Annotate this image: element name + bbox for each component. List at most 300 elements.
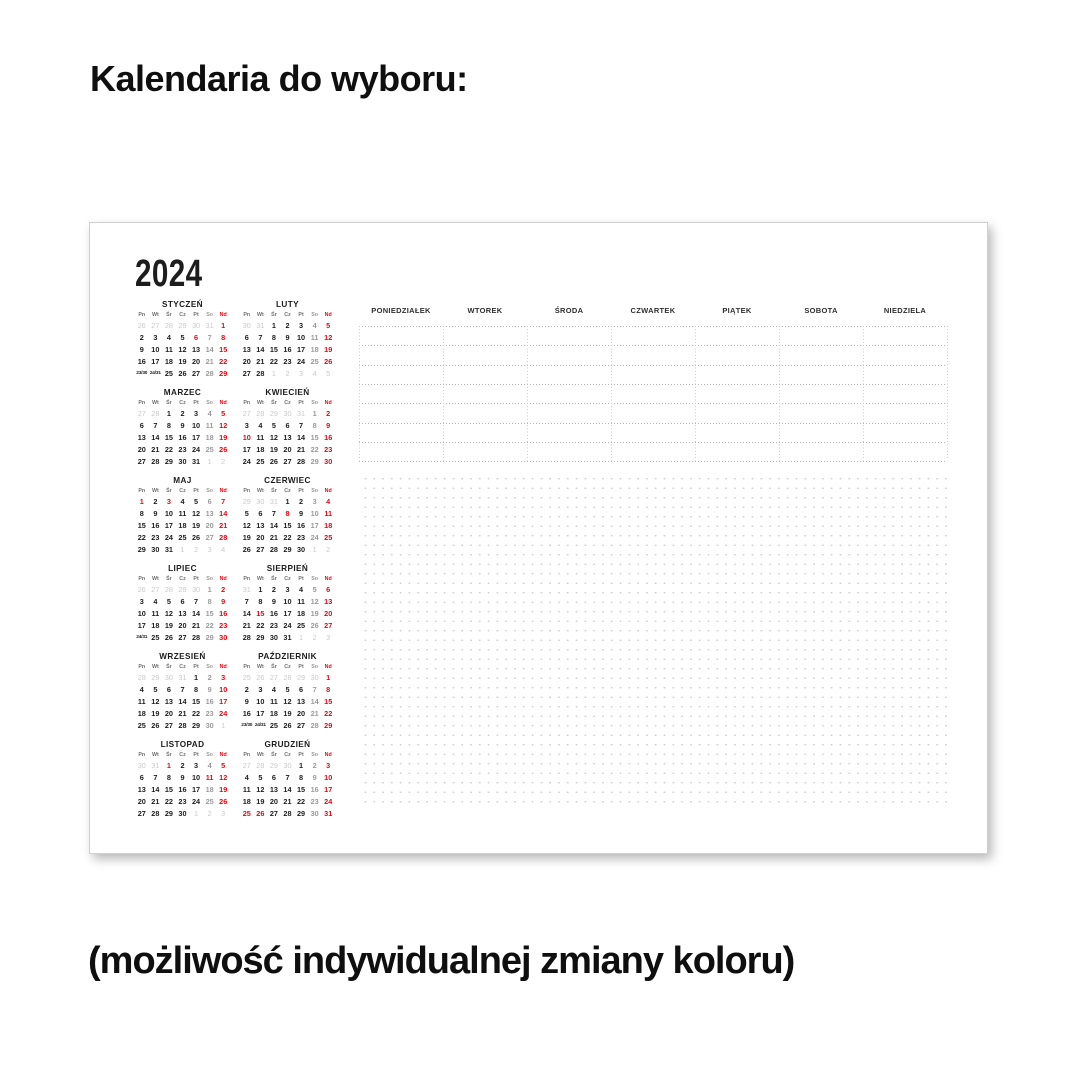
mini-day-abbr: So xyxy=(311,400,319,406)
day-cell: 27 xyxy=(151,585,160,594)
day-cell: 31 xyxy=(192,457,201,466)
day-cell: 30 xyxy=(219,633,228,642)
day-cell: 7 xyxy=(299,421,304,430)
mini-month-title: MAJ xyxy=(173,476,192,485)
grid-row-line xyxy=(359,384,947,385)
day-cell: 1 xyxy=(139,497,144,506)
mini-month xyxy=(135,651,230,732)
day-cell: 5 xyxy=(221,409,226,418)
day-cell: 1 xyxy=(312,545,317,554)
day-cell: 8 xyxy=(258,597,263,606)
day-cell: 5 xyxy=(194,497,199,506)
day-cell: 18 xyxy=(178,521,187,530)
mini-day-abbr: Nd xyxy=(324,752,332,758)
day-cell: 10 xyxy=(151,345,160,354)
day-cell: 27 xyxy=(242,369,251,378)
day-cell: 8 xyxy=(312,421,317,430)
mini-day-abbr: Śr xyxy=(271,312,277,318)
mini-day-abbr: Wt xyxy=(151,752,159,758)
day-cell: 8 xyxy=(326,685,331,694)
grid-row-line xyxy=(359,461,947,462)
weekday-header: NIEDZIELA xyxy=(883,306,927,315)
day-cell: 17 xyxy=(137,621,146,630)
day-cell: 14 xyxy=(297,433,306,442)
day-cell: 14 xyxy=(151,433,160,442)
weekday-header: ŚRODA xyxy=(554,306,584,315)
day-cell: 25 xyxy=(205,445,214,454)
grid-row-line xyxy=(359,365,947,366)
day-cell: 6 xyxy=(180,597,185,606)
day-cell: 5 xyxy=(312,585,317,594)
day-cell: 4 xyxy=(180,497,185,506)
day-cell: 20 xyxy=(178,621,187,630)
day-cell: 27 xyxy=(324,621,333,630)
day-cell: 5 xyxy=(166,597,171,606)
mini-day-abbr: Śr xyxy=(271,488,277,494)
day-cell: 10 xyxy=(283,597,292,606)
day-cell: 26 xyxy=(151,721,160,730)
day-cell: 8 xyxy=(139,509,144,518)
mini-day-abbr: Pn xyxy=(138,664,146,670)
day-cell: 20 xyxy=(137,445,146,454)
day-cell: 29 xyxy=(192,721,201,730)
day-cell: 28 xyxy=(256,369,265,378)
mini-day-abbr: So xyxy=(206,312,214,318)
day-cell: 4 xyxy=(312,321,317,330)
weekday-header: SOBOTA xyxy=(804,306,838,315)
mini-month-grid xyxy=(240,751,335,820)
day-cell: 8 xyxy=(271,333,276,342)
mini-day-abbr: Pn xyxy=(138,488,146,494)
day-cell: 28 xyxy=(256,409,265,418)
day-cell: 11 xyxy=(151,609,160,618)
mini-calendars xyxy=(135,299,335,820)
day-cell: 31 xyxy=(324,809,333,818)
grid-row-line xyxy=(359,326,947,327)
day-cell: 1 xyxy=(166,761,171,770)
grid-column-separator xyxy=(527,326,528,461)
year-label: 2024 xyxy=(135,253,203,295)
day-cell: 15 xyxy=(310,433,319,442)
day-cell: 19 xyxy=(219,785,228,794)
day-cell: 22 xyxy=(297,797,306,806)
day-cell: 16 xyxy=(310,785,319,794)
day-cell: 31 xyxy=(242,585,251,594)
day-cell: 7 xyxy=(153,773,158,782)
mini-day-abbr: So xyxy=(311,488,319,494)
day-cell: 2 xyxy=(207,673,212,682)
mini-day-abbr: Wt xyxy=(151,488,159,494)
day-cell: 15 xyxy=(164,785,173,794)
day-cell: 27 xyxy=(151,321,160,330)
grid-column-separator xyxy=(611,326,612,461)
day-cell: 1 xyxy=(221,721,226,730)
grid-column-separator xyxy=(695,326,696,461)
day-cell: 1 xyxy=(207,585,212,594)
mini-month xyxy=(240,739,335,820)
mini-month-title: STYCZEŃ xyxy=(161,300,203,309)
day-cell: 17 xyxy=(297,345,306,354)
day-cell: 19 xyxy=(242,533,251,542)
day-cell: 6 xyxy=(244,333,249,342)
day-cell: 6 xyxy=(194,333,199,342)
mini-day-abbr: Nd xyxy=(219,752,227,758)
mini-day-abbr: Śr xyxy=(166,312,172,318)
mini-month-title: CZERWIEC xyxy=(264,476,311,485)
day-cell: 24 xyxy=(164,533,173,542)
mini-day-abbr: Śr xyxy=(271,752,277,758)
day-cell: 31 xyxy=(205,321,214,330)
day-cell: 14 xyxy=(283,785,292,794)
day-cell: 22 xyxy=(192,709,201,718)
mini-month-title: PAŹDZIERNIK xyxy=(258,652,317,661)
day-cell: 19 xyxy=(269,445,278,454)
day-cell: 13 xyxy=(137,433,146,442)
day-cell: 22 xyxy=(164,445,173,454)
day-cell: 13 xyxy=(164,697,173,706)
day-cell: 3 xyxy=(194,409,199,418)
day-cell: 17 xyxy=(164,521,173,530)
day-cell: 3 xyxy=(153,333,158,342)
day-cell: 27 xyxy=(164,721,173,730)
day-cell: 5 xyxy=(153,685,158,694)
day-cell: 7 xyxy=(207,333,212,342)
day-cell: 17 xyxy=(151,357,160,366)
day-cell: 4 xyxy=(326,497,331,506)
day-cell: 30 xyxy=(242,321,251,330)
mini-month xyxy=(135,563,230,644)
day-cell: 25 xyxy=(310,357,319,366)
day-cell: 1 xyxy=(271,369,276,378)
day-cell: 27 xyxy=(137,457,146,466)
mini-month-title: LUTY xyxy=(276,300,299,309)
day-cell: 1 xyxy=(194,809,199,818)
day-cell: 25 xyxy=(151,633,160,642)
mini-day-abbr: Cz xyxy=(179,664,186,670)
mini-day-abbr: Śr xyxy=(166,576,172,582)
day-cell: 9 xyxy=(244,697,249,706)
day-cell: 6 xyxy=(139,773,144,782)
day-cell: 24/31 xyxy=(254,723,266,728)
grid-column-separator xyxy=(779,326,780,461)
day-cell: 10 xyxy=(256,697,265,706)
day-cell: 27 xyxy=(178,633,187,642)
day-cell: 30 xyxy=(310,809,319,818)
day-cell: 28 xyxy=(205,369,214,378)
mini-day-abbr: Cz xyxy=(179,576,186,582)
day-cell: 16 xyxy=(151,521,160,530)
day-cell: 16 xyxy=(137,357,146,366)
day-cell: 15 xyxy=(205,609,214,618)
day-cell: 23 xyxy=(310,797,319,806)
day-cell: 2 xyxy=(271,585,276,594)
day-cell: 11 xyxy=(165,345,173,354)
mini-month-title: KWIECIEŃ xyxy=(265,388,310,397)
day-cell: 10 xyxy=(192,773,201,782)
day-cell: 12 xyxy=(219,773,228,782)
day-cell: 20 xyxy=(324,609,333,618)
day-cell: 22 xyxy=(269,357,278,366)
day-cell: 5 xyxy=(221,761,226,770)
day-cell: 16 xyxy=(297,521,306,530)
day-cell: 12 xyxy=(192,509,201,518)
mini-month-grid xyxy=(240,663,335,732)
mini-day-abbr: Cz xyxy=(284,752,291,758)
day-cell: 28 xyxy=(283,673,292,682)
day-cell: 29 xyxy=(219,369,228,378)
day-cell: 20 xyxy=(137,797,146,806)
day-cell: 1 xyxy=(221,321,226,330)
day-cell: 22 xyxy=(324,709,333,718)
day-cell: 6 xyxy=(285,421,290,430)
day-cell: 26 xyxy=(178,369,187,378)
day-cell: 16 xyxy=(178,433,187,442)
day-cell: 31 xyxy=(256,321,265,330)
day-cell: 14 xyxy=(151,785,160,794)
day-cell: 3 xyxy=(221,809,226,818)
day-cell: 12 xyxy=(310,597,319,606)
day-cell: 5 xyxy=(285,685,290,694)
day-cell: 27 xyxy=(256,545,265,554)
day-cell: 12 xyxy=(269,433,278,442)
day-cell: 18 xyxy=(242,797,251,806)
day-cell: 26 xyxy=(164,633,173,642)
mini-day-abbr: Cz xyxy=(284,576,291,582)
day-cell: 17 xyxy=(219,697,228,706)
day-cell: 26 xyxy=(137,321,146,330)
day-cell: 3 xyxy=(139,597,144,606)
day-cell: 15 xyxy=(269,345,278,354)
day-cell: 14 xyxy=(192,609,201,618)
day-cell: 7 xyxy=(312,685,317,694)
day-cell: 13 xyxy=(205,509,214,518)
day-cell: 10 xyxy=(242,433,251,442)
day-cell: 17 xyxy=(242,445,251,454)
day-cell: 3 xyxy=(285,585,290,594)
day-cell: 28 xyxy=(269,545,278,554)
mini-day-abbr: Pn xyxy=(138,752,146,758)
day-cell: 5 xyxy=(258,773,263,782)
day-cell: 9 xyxy=(180,421,185,430)
mini-day-abbr: So xyxy=(206,400,214,406)
day-cell: 2 xyxy=(207,809,212,818)
day-cell: 11 xyxy=(270,697,278,706)
day-cell: 29 xyxy=(269,761,278,770)
day-cell: 17 xyxy=(283,609,292,618)
day-cell: 25 xyxy=(256,457,265,466)
day-cell: 26 xyxy=(324,357,333,366)
day-cell: 14 xyxy=(205,345,214,354)
day-cell: 29 xyxy=(164,809,173,818)
mini-month xyxy=(135,299,230,380)
mini-day-abbr: Nd xyxy=(324,488,332,494)
day-cell: 11 xyxy=(297,597,305,606)
day-cell: 1 xyxy=(207,457,212,466)
day-cell: 20 xyxy=(297,709,306,718)
day-cell: 23 xyxy=(324,445,333,454)
mini-day-abbr: Wt xyxy=(256,752,264,758)
day-cell: 3 xyxy=(194,761,199,770)
day-cell: 27 xyxy=(269,809,278,818)
mini-day-abbr: So xyxy=(206,576,214,582)
mini-day-abbr: Śr xyxy=(271,664,277,670)
mini-day-abbr: So xyxy=(311,576,319,582)
day-cell: 23 xyxy=(297,533,306,542)
day-cell: 29 xyxy=(310,457,319,466)
day-cell: 8 xyxy=(166,773,171,782)
day-cell: 17 xyxy=(324,785,333,794)
day-cell: 2 xyxy=(244,685,249,694)
day-cell: 7 xyxy=(258,333,263,342)
day-cell: 29 xyxy=(324,721,333,730)
day-cell: 24 xyxy=(283,621,292,630)
day-cell: 14 xyxy=(178,697,187,706)
day-cell: 2 xyxy=(221,457,226,466)
day-cell: 3 xyxy=(258,685,263,694)
day-cell: 11 xyxy=(242,785,251,794)
mini-day-abbr: Pn xyxy=(243,752,251,758)
day-cell: 4 xyxy=(299,585,304,594)
day-cell: 22 xyxy=(256,621,265,630)
day-cell: 15 xyxy=(283,521,292,530)
mini-day-abbr: Pn xyxy=(138,576,146,582)
day-cell: 27 xyxy=(242,409,251,418)
day-cell: 30 xyxy=(178,457,187,466)
mini-day-abbr: Wt xyxy=(256,664,264,670)
mini-month-grid xyxy=(135,663,230,732)
day-cell: 9 xyxy=(299,509,304,518)
day-cell: 31 xyxy=(269,497,278,506)
mini-day-abbr: Pn xyxy=(243,312,251,318)
day-cell: 12 xyxy=(178,345,187,354)
day-cell: 8 xyxy=(299,773,304,782)
day-cell: 2 xyxy=(285,321,290,330)
mini-month-title: WRZESIEŃ xyxy=(159,652,206,661)
mini-day-abbr: Nd xyxy=(219,312,227,318)
day-cell: 18 xyxy=(205,433,214,442)
day-cell: 24 xyxy=(324,797,333,806)
day-cell: 8 xyxy=(166,421,171,430)
mini-day-abbr: Śr xyxy=(166,752,172,758)
day-cell: 6 xyxy=(166,685,171,694)
weekday-header: PIĄTEK xyxy=(722,306,752,315)
day-cell: 7 xyxy=(285,773,290,782)
day-cell: 21 xyxy=(310,709,319,718)
day-cell: 13 xyxy=(178,609,187,618)
day-cell: 10 xyxy=(192,421,201,430)
day-cell: 12 xyxy=(324,333,333,342)
dot-grid xyxy=(359,470,947,810)
day-cell: 2 xyxy=(180,409,185,418)
day-cell: 17 xyxy=(192,785,201,794)
day-cell: 7 xyxy=(244,597,249,606)
day-cell: 27 xyxy=(283,457,292,466)
day-cell: 27 xyxy=(205,533,214,542)
day-cell: 2 xyxy=(180,761,185,770)
day-cell: 15 xyxy=(297,785,306,794)
day-cell: 28 xyxy=(164,321,173,330)
day-cell: 22 xyxy=(205,621,214,630)
day-cell: 25 xyxy=(242,673,251,682)
mini-day-abbr: Wt xyxy=(256,312,264,318)
day-cell: 21 xyxy=(205,357,214,366)
day-cell: 14 xyxy=(310,697,319,706)
day-cell: 24 xyxy=(219,709,228,718)
day-cell: 23 xyxy=(151,533,160,542)
mini-day-abbr: Śr xyxy=(166,488,172,494)
day-cell: 25 xyxy=(269,721,278,730)
day-cell: 4 xyxy=(258,421,263,430)
day-cell: 19 xyxy=(151,709,160,718)
day-cell: 20 xyxy=(283,445,292,454)
day-cell: 5 xyxy=(326,321,331,330)
day-cell: 11 xyxy=(256,433,265,442)
day-cell: 28 xyxy=(256,761,265,770)
day-cell: 20 xyxy=(256,533,265,542)
mini-day-abbr: So xyxy=(311,312,319,318)
day-cell: 15 xyxy=(192,697,201,706)
day-cell: 9 xyxy=(285,333,290,342)
day-cell: 15 xyxy=(137,521,146,530)
day-cell: 6 xyxy=(326,585,331,594)
mini-month-grid xyxy=(135,575,230,644)
day-cell: 10 xyxy=(219,685,228,694)
day-cell: 10 xyxy=(324,773,333,782)
grid-row-line xyxy=(359,403,947,404)
day-cell: 25 xyxy=(178,533,187,542)
mini-day-abbr: Pt xyxy=(193,488,199,494)
day-cell: 29 xyxy=(205,633,214,642)
day-cell: 24 xyxy=(297,357,306,366)
day-cell: 28 xyxy=(137,673,146,682)
day-cell: 8 xyxy=(194,685,199,694)
day-cell: 2 xyxy=(312,633,317,642)
day-cell: 3 xyxy=(299,369,304,378)
day-cell: 5 xyxy=(180,333,185,342)
day-cell: 30 xyxy=(164,673,173,682)
day-cell: 29 xyxy=(242,497,251,506)
mini-day-abbr: Wt xyxy=(151,400,159,406)
day-cell: 19 xyxy=(164,621,173,630)
day-cell: 21 xyxy=(269,533,278,542)
day-cell: 2 xyxy=(326,545,331,554)
mini-month xyxy=(240,563,335,644)
day-cell: 9 xyxy=(139,345,144,354)
footnote: (możliwość indywidualnej zmiany koloru) xyxy=(88,940,795,982)
day-cell: 3 xyxy=(312,497,317,506)
day-cell: 13 xyxy=(297,697,306,706)
day-cell: 30 xyxy=(205,721,214,730)
day-cell: 22 xyxy=(137,533,146,542)
mini-day-abbr: Cz xyxy=(179,312,186,318)
day-cell: 29 xyxy=(297,673,306,682)
day-cell: 31 xyxy=(283,633,292,642)
day-cell: 6 xyxy=(271,773,276,782)
mini-day-abbr: Cz xyxy=(179,400,186,406)
day-cell: 18 xyxy=(164,357,173,366)
mini-month-grid xyxy=(135,399,230,468)
day-cell: 9 xyxy=(180,773,185,782)
mini-month-grid xyxy=(240,311,335,380)
day-cell: 11 xyxy=(205,773,214,782)
day-cell: 1 xyxy=(258,585,263,594)
day-cell: 2 xyxy=(312,761,317,770)
day-cell: 29 xyxy=(297,809,306,818)
day-cell: 27 xyxy=(242,761,251,770)
day-cell: 13 xyxy=(324,597,333,606)
mini-day-abbr: Nd xyxy=(324,664,332,670)
day-cell: 15 xyxy=(324,697,333,706)
